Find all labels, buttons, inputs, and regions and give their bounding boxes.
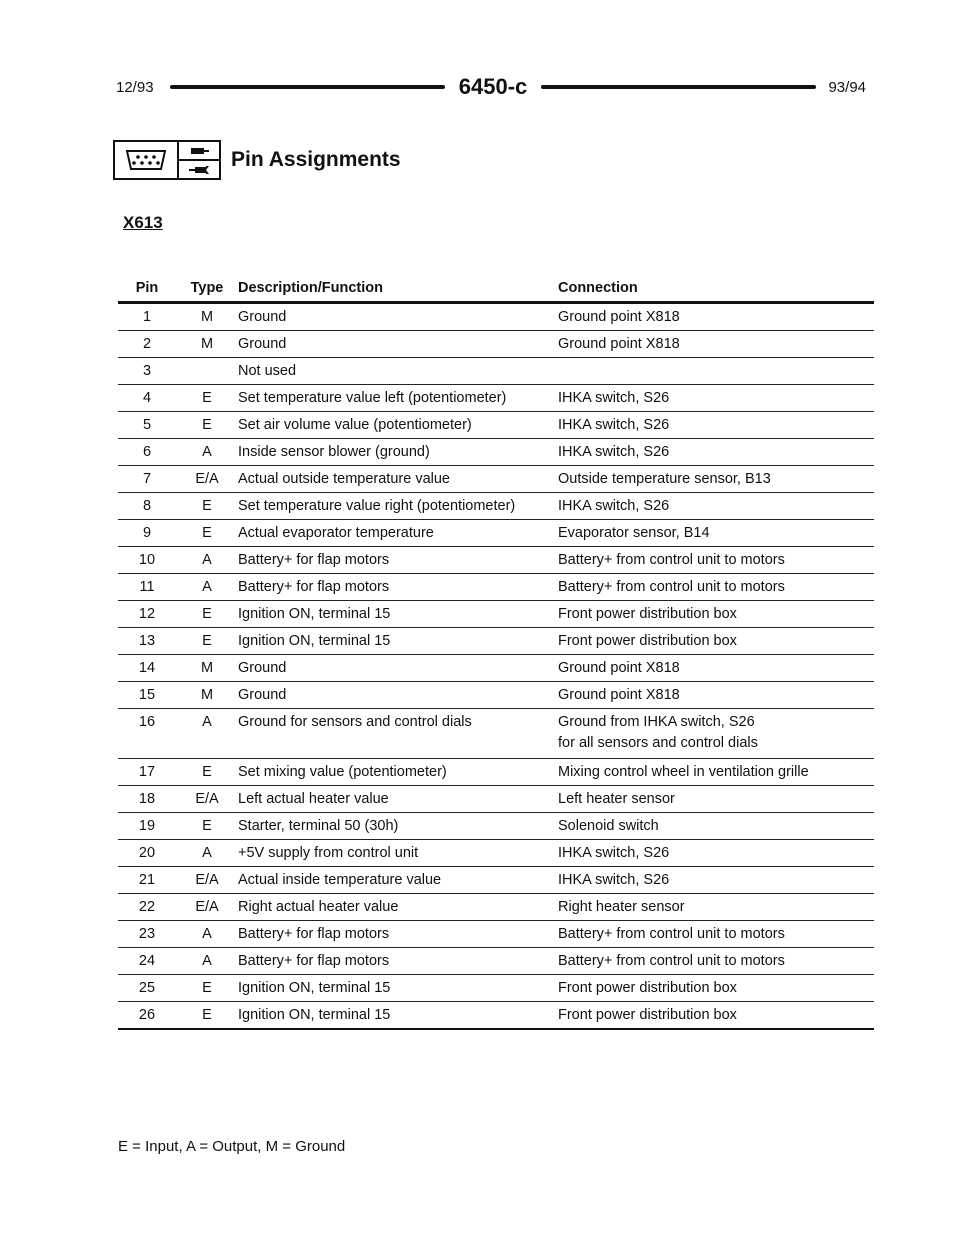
table-row [118, 709, 874, 759]
cell-connection-text: Ground point X818 [558, 309, 680, 325]
cell-connection [558, 840, 874, 867]
cell-description [238, 840, 558, 867]
cell-description [238, 574, 558, 601]
cell-description [238, 412, 558, 439]
cell-connection [558, 412, 874, 439]
cell-description [238, 786, 558, 813]
cell-connection [558, 601, 874, 628]
cell-description [238, 921, 558, 948]
cell-type-text: E [202, 498, 212, 514]
cell-connection [558, 385, 874, 412]
cell-pin-text: 17 [138, 764, 156, 780]
cell-connection [558, 628, 874, 655]
cell-pin [118, 709, 176, 759]
cell-pin-text: 18 [138, 791, 156, 807]
table-row [118, 574, 874, 601]
cell-description-text: Ground [238, 309, 287, 325]
page-title: Pin Assignments [231, 148, 401, 171]
cell-pin-text: 5 [142, 417, 152, 433]
cell-description-text: Actual evaporator temperature [238, 525, 434, 541]
cell-type-text: A [202, 845, 212, 861]
cell-description [238, 601, 558, 628]
header-code: 6450-c [458, 74, 528, 99]
header-date: 12/93 [116, 78, 154, 96]
cell-type [176, 921, 238, 948]
cell-type-text: E [202, 525, 212, 541]
cell-description-text: Set temperature value left (potentiometer) [238, 390, 507, 406]
pin-in-icon [179, 142, 219, 161]
cell-pin-text: 26 [138, 1007, 156, 1023]
cell-description-text: Ground [238, 687, 287, 703]
cell-pin-text: 2 [142, 336, 152, 352]
table-row [118, 1002, 874, 1030]
cell-connection [558, 331, 874, 358]
pin-out-icon [179, 161, 219, 178]
cell-pin-text: 25 [138, 980, 156, 996]
cell-type [176, 466, 238, 493]
cell-type [176, 493, 238, 520]
cell-description-text: Set air volume value (potentiometer) [238, 417, 472, 433]
cell-connection-text: Battery+ from control unit to motors [558, 579, 785, 595]
cell-type-text: E/A [195, 872, 219, 888]
cell-connection-text: Front power distribution box [558, 1007, 737, 1023]
cell-pin [118, 921, 176, 948]
cell-description [238, 948, 558, 975]
cell-connection-text: IHKA switch, S26 [558, 872, 670, 888]
cell-pin [118, 813, 176, 840]
cell-connection-text: Left heater sensor [558, 791, 675, 807]
cell-pin [118, 385, 176, 412]
cell-description-text: Battery+ for flap motors [238, 953, 390, 969]
cell-type [176, 975, 238, 1002]
cell-pin [118, 867, 176, 894]
cell-connection [558, 547, 874, 574]
cell-pin-text: 11 [139, 579, 155, 595]
cell-pin [118, 655, 176, 682]
cell-type [176, 894, 238, 921]
cell-type [176, 385, 238, 412]
cell-pin [118, 331, 176, 358]
cell-type-text: E [202, 417, 212, 433]
table-row [118, 948, 874, 975]
cell-description [238, 385, 558, 412]
cell-type [176, 655, 238, 682]
cell-description-text: Ignition ON, terminal 15 [238, 980, 391, 996]
cell-pin [118, 547, 176, 574]
cell-description-text: Right actual heater value [238, 899, 399, 915]
cell-connection-text: Ground point X818 [558, 336, 680, 352]
cell-description [238, 466, 558, 493]
cell-pin-text: 8 [142, 498, 152, 514]
cell-connection [558, 520, 874, 547]
cell-connection-text: Front power distribution box [558, 980, 737, 996]
cell-pin-text: 23 [138, 926, 156, 942]
cell-connection [558, 655, 874, 682]
cell-connection-text: Battery+ from control unit to motors [558, 926, 785, 942]
cell-connection [558, 813, 874, 840]
cell-description [238, 1002, 558, 1030]
cell-description [238, 303, 558, 331]
table-row [118, 331, 874, 358]
table-row [118, 547, 874, 574]
cell-connection-text: Evaporator sensor, B14 [558, 525, 710, 541]
cell-pin [118, 840, 176, 867]
cell-connection [558, 439, 874, 466]
table-row [118, 759, 874, 786]
table-header-row [118, 275, 874, 303]
cell-type [176, 358, 238, 385]
cell-type [176, 682, 238, 709]
cell-description-text: Battery+ for flap motors [238, 579, 390, 595]
table-body [118, 303, 874, 1030]
table-row [118, 682, 874, 709]
cell-description [238, 493, 558, 520]
cell-connection-text: Front power distribution box [558, 633, 737, 649]
cell-type-text: A [202, 444, 212, 460]
table-row [118, 921, 874, 948]
cell-type [176, 786, 238, 813]
cell-type [176, 303, 238, 331]
cell-connection-text: Front power distribution box [558, 606, 737, 622]
legend: E = Input, A = Output, M = Ground [118, 1138, 346, 1155]
cell-connection-text: IHKA switch, S26 [558, 390, 670, 406]
cell-pin-text: 20 [138, 845, 156, 861]
cell-connection-text: Battery+ from control unit to motors [558, 953, 785, 969]
cell-type-text: E/A [195, 791, 219, 807]
cell-pin-text: 14 [138, 660, 156, 676]
cell-connection [558, 921, 874, 948]
cell-description [238, 894, 558, 921]
cell-connection [558, 894, 874, 921]
cell-type-text: M [200, 687, 214, 703]
cell-description [238, 358, 558, 385]
table-row [118, 493, 874, 520]
cell-pin [118, 682, 176, 709]
header-rule-left [170, 85, 445, 89]
column-header-description: Description/Function [238, 275, 558, 303]
cell-description [238, 520, 558, 547]
cell-type-text: M [200, 660, 214, 676]
cell-description [238, 759, 558, 786]
cell-type-text: A [202, 579, 212, 595]
cell-connection [558, 975, 874, 1002]
cell-connection-text: Ground point X818 [558, 687, 680, 703]
column-header-type: Type [176, 275, 238, 303]
cell-type-text: M [200, 336, 214, 352]
cell-connection [558, 358, 874, 385]
cell-type [176, 520, 238, 547]
cell-type [176, 759, 238, 786]
cell-connection-text: Outside temperature sensor, B13 [558, 471, 771, 487]
cell-description-text: Set mixing value (potentiometer) [238, 764, 447, 780]
table-row [118, 412, 874, 439]
table-row [118, 303, 874, 331]
cell-connection [558, 867, 874, 894]
table-row [118, 520, 874, 547]
cell-type-text: E/A [195, 471, 219, 487]
cell-type-text: E/A [195, 899, 219, 915]
cell-connection-text: Right heater sensor [558, 899, 685, 915]
cell-connection [558, 682, 874, 709]
cell-pin [118, 948, 176, 975]
cell-description-text: Left actual heater value [238, 791, 389, 807]
cell-description [238, 655, 558, 682]
cell-pin-text: 24 [138, 953, 156, 969]
cell-pin-text: 6 [142, 444, 152, 460]
cell-description-text: Actual outside temperature value [238, 471, 450, 487]
cell-pin [118, 601, 176, 628]
table-row [118, 385, 874, 412]
cell-description [238, 331, 558, 358]
cell-description [238, 628, 558, 655]
table-row [118, 813, 874, 840]
table-row [118, 601, 874, 628]
cell-connection-text-line2: for all sensors and control dials [558, 735, 758, 751]
header-rule-right [541, 85, 816, 89]
cell-description [238, 439, 558, 466]
cell-connection [558, 759, 874, 786]
title-row [113, 140, 401, 180]
cell-type-text: E [202, 606, 212, 622]
cell-connection [558, 948, 874, 975]
cell-connection-text: Mixing control wheel in ventilation grille [558, 764, 809, 780]
cell-connection-text: Ground from IHKA switch, S26 [558, 714, 755, 730]
cell-connection-text: IHKA switch, S26 [558, 417, 670, 433]
connector-id: X613 [123, 213, 163, 232]
cell-connection [558, 1002, 874, 1030]
cell-type [176, 601, 238, 628]
cell-type-text: A [202, 552, 212, 568]
cell-pin-text: 3 [142, 363, 152, 379]
cell-connection [558, 574, 874, 601]
cell-pin [118, 628, 176, 655]
cell-pin [118, 759, 176, 786]
header-model-year: 93/94 [828, 78, 867, 96]
cell-type-text: E [202, 764, 212, 780]
cell-pin [118, 975, 176, 1002]
table-row [118, 975, 874, 1002]
cell-description [238, 709, 558, 759]
cell-pin-text: 19 [138, 818, 156, 834]
cell-connection-text: Ground point X818 [558, 660, 680, 676]
table-row [118, 358, 874, 385]
cell-description-text: Battery+ for flap motors [238, 552, 390, 568]
cell-connection-text: IHKA switch, S26 [558, 845, 670, 861]
cell-description-text: Ignition ON, terminal 15 [238, 633, 391, 649]
cell-type [176, 412, 238, 439]
table-row [118, 439, 874, 466]
cell-type-text: A [202, 714, 212, 730]
pin-icon [179, 140, 221, 180]
cell-pin-text: 1 [142, 309, 152, 325]
pin-table [118, 275, 874, 1030]
cell-pin-text: 12 [138, 606, 156, 622]
cell-type-text: E [202, 633, 212, 649]
table-row [118, 466, 874, 493]
cell-type-text: M [200, 309, 214, 325]
cell-type-text: E [202, 980, 212, 996]
table-row [118, 655, 874, 682]
cell-connection-text: IHKA switch, S26 [558, 444, 670, 460]
table-row [118, 840, 874, 867]
cell-description-text: Set temperature value right (potentiometer) [238, 498, 516, 514]
cell-description [238, 682, 558, 709]
cell-type [176, 709, 238, 759]
cell-pin [118, 786, 176, 813]
table-row [118, 894, 874, 921]
cell-pin [118, 520, 176, 547]
cell-description-text: Ground for sensors and control dials [238, 714, 472, 730]
cell-connection [558, 709, 874, 759]
cell-type [176, 628, 238, 655]
column-header-connection: Connection [558, 275, 874, 303]
cell-description [238, 975, 558, 1002]
cell-pin-text: 15 [138, 687, 156, 703]
cell-pin-text: 4 [142, 390, 152, 406]
connector-plug-icon [113, 140, 179, 180]
cell-description-text: Ground [238, 660, 287, 676]
cell-description [238, 813, 558, 840]
cell-type [176, 840, 238, 867]
cell-type [176, 813, 238, 840]
cell-pin [118, 1002, 176, 1030]
cell-type [176, 948, 238, 975]
cell-connection-text: Battery+ from control unit to motors [558, 552, 785, 568]
cell-pin [118, 574, 176, 601]
cell-connection [558, 466, 874, 493]
cell-description-text: Not used [238, 363, 297, 379]
cell-type [176, 574, 238, 601]
cell-pin-text: 22 [138, 899, 156, 915]
cell-type-text: E [202, 1007, 212, 1023]
cell-pin [118, 412, 176, 439]
cell-connection [558, 493, 874, 520]
cell-pin-text: 21 [138, 872, 156, 888]
cell-connection [558, 786, 874, 813]
cell-connection-text: Solenoid switch [558, 818, 659, 834]
cell-description-text: Actual inside temperature value [238, 872, 442, 888]
cell-type [176, 867, 238, 894]
cell-type [176, 547, 238, 574]
cell-pin [118, 493, 176, 520]
cell-type [176, 331, 238, 358]
cell-connection-text: IHKA switch, S26 [558, 498, 670, 514]
cell-description-text: Inside sensor blower (ground) [238, 444, 430, 460]
cell-pin [118, 439, 176, 466]
page-header [116, 72, 866, 102]
column-header-pin: Pin [118, 275, 176, 303]
cell-description-text: +5V supply from control unit [238, 845, 419, 861]
cell-pin-text: 13 [138, 633, 156, 649]
cell-pin-text: 10 [138, 552, 156, 568]
cell-pin [118, 358, 176, 385]
cell-pin-text: 16 [138, 714, 156, 730]
cell-description-text: Battery+ for flap motors [238, 926, 390, 942]
table-row [118, 786, 874, 813]
cell-description [238, 547, 558, 574]
cell-description-text: Ignition ON, terminal 15 [238, 1007, 391, 1023]
cell-pin [118, 303, 176, 331]
table-row [118, 628, 874, 655]
cell-pin-text: 7 [142, 471, 152, 487]
cell-type-text: E [202, 818, 212, 834]
cell-pin-text: 9 [142, 525, 152, 541]
cell-type-text: A [202, 926, 212, 942]
cell-type-text: E [202, 390, 212, 406]
cell-description-text: Ignition ON, terminal 15 [238, 606, 391, 622]
cell-description [238, 867, 558, 894]
cell-type [176, 1002, 238, 1030]
cell-pin [118, 894, 176, 921]
cell-description-text: Ground [238, 336, 287, 352]
cell-connection [558, 303, 874, 331]
cell-pin [118, 466, 176, 493]
cell-type [176, 439, 238, 466]
table-row [118, 867, 874, 894]
cell-type-text: A [202, 953, 212, 969]
cell-description-text: Starter, terminal 50 (30h) [238, 818, 399, 834]
